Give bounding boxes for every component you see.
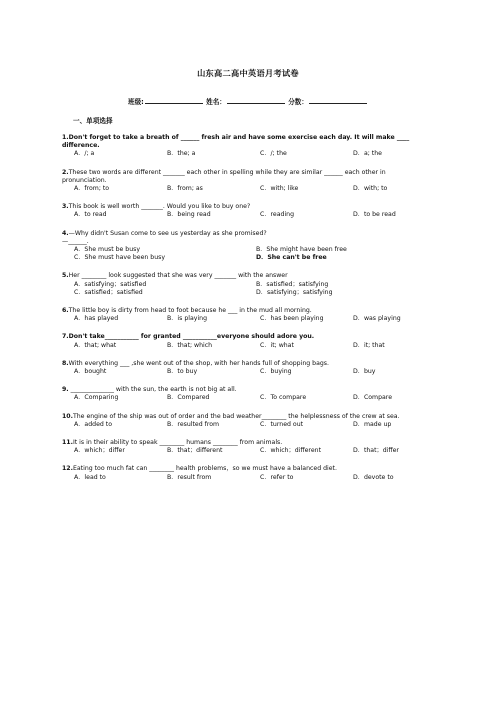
question-3 [62,203,434,219]
option-row [62,342,434,350]
option-a: A．She must be busy [74,246,141,254]
option-a: A．added to [74,420,112,428]
question-11 [62,439,434,455]
question-text: It is in their ability to speak ________ humans ________ from animals. [72,439,283,447]
question-12 [62,465,434,481]
option-c: C．refer to [260,473,294,481]
question-number: 1. [62,134,69,141]
option-c: C．buying [260,368,292,376]
option-b: B．result from [167,473,212,481]
option-a: A．/; a [74,150,95,158]
class-label: 班级: [128,98,144,106]
option-d: D．made up [353,420,392,428]
option-row [62,421,434,429]
option-b: B．being read [167,211,211,219]
question-text: Her ________ look suggested that she was very _______ with the answer [68,272,288,280]
question-number: 7. [62,333,69,341]
question-number: 10. [62,412,73,420]
option-d: D．that；differ [353,447,399,455]
option-c: C．which；different [260,447,321,455]
question-stem [62,307,434,315]
option-d: D．a; the [353,150,382,158]
option-b: B．the; a [167,150,196,158]
option-d: D．Compare [353,394,393,402]
question-2 [62,169,434,194]
question-text: Don't take___________ for granted ___________everyone should adore you. [68,333,315,341]
option-b: B．that；different [167,447,223,455]
option-c: C．turned out [260,420,304,428]
question-number: 9. [62,386,69,394]
score-label: 分数： [288,98,308,106]
question-text: This book is well worth _______. Would you like to buy one? [68,203,251,211]
section-heading: 一、单项选择 [73,117,113,125]
option-c: C．with; like [260,185,299,193]
option-c: C．reading [260,211,295,219]
option-c: C．She must have been busy [74,254,166,262]
question-stem [62,272,434,280]
option-d: D．it; that [353,341,385,349]
question-text-continued: —______. [62,237,89,245]
option-c: C．it; what [260,341,294,349]
question-stem [62,360,434,368]
question-number: 4. [62,229,69,237]
question-text: Don't forget to take a breath of ______ fresh air and have some exercise each day. It will make ____ difference. [62,134,410,150]
question-stem [62,465,434,473]
class-blank [145,96,203,104]
question-text: —Why didn't Susan come to see us yesterday as she promised? [68,229,267,237]
option-a: A．satisfying；satisfied [74,280,147,288]
question-5 [62,272,434,297]
option-c: C．has been playing [260,315,324,323]
question-text: The engine of the ship was out of order and the bad weather________ the helplessness of the crew at sea. [72,412,400,420]
name-label: 姓名： [206,98,226,106]
question-stem [62,413,434,421]
option-a: A．has played [74,315,119,323]
exam-title: 山东高二高中英语月考试卷 [197,68,299,78]
option-a: A．which；differ [74,447,125,455]
option-d: D．buy [353,368,376,376]
question-stem [62,439,434,447]
option-row [62,185,434,193]
question-number: 2. [62,168,69,176]
question-10 [62,413,434,429]
option-grid [62,281,434,297]
option-row [62,211,434,219]
option-row [62,447,434,455]
option-a: A．bought [74,368,107,376]
option-b: B．Compared [167,394,210,402]
question-stem [62,203,434,211]
option-b: B．that; which [167,341,213,349]
option-b: B．She might have been free [256,246,347,254]
question-4 [62,230,434,263]
question-stem [62,169,434,177]
question-text: ______________ with the sun, the earth is not big at all. [68,386,237,394]
name-blank [227,96,285,104]
option-d: D．was playing [353,315,401,323]
option-d: D．She can't be free [256,254,327,262]
question-9 [62,386,434,402]
question-text: These two words are different _______ each other in spelling while they are similar ______ each other in [68,168,386,176]
option-d: D．to be read [353,211,396,219]
question-text: Eating too much fat can ________ health problems，so we must have a balanced diet. [72,465,337,473]
question-number: 3. [62,203,69,211]
question-text-continued: pronunciation. [62,176,107,184]
question-7 [62,333,434,349]
option-a: A．to read [74,211,107,219]
option-b: B．is playing [167,315,208,323]
question-stem [62,386,434,394]
option-a: A．from; to [74,185,110,193]
option-row [62,474,434,482]
option-d: D．satisfying；satisfying [256,288,333,296]
question-number: 6. [62,307,69,315]
question-1 [62,134,434,159]
question-text: With everything ___ ,she went out of the shop, with her hands full of shopping bags. [68,359,329,367]
option-c: C．satisfied；satisfied [74,288,143,296]
option-b: B．to buy [167,368,198,376]
option-d: D．with; to [353,185,388,193]
option-a: A．lead to [74,473,106,481]
option-b: B．from; as [167,185,203,193]
option-row [62,368,434,376]
question-number: 11. [62,439,73,447]
option-row [62,394,434,402]
student-info-line [62,96,434,106]
question-8 [62,360,434,376]
question-stem [62,134,434,150]
option-row [62,315,434,323]
option-row [62,150,434,158]
option-b: B．resulted from [167,420,220,428]
option-d: D．devote to [353,473,394,481]
option-a: A．Comparing [74,394,119,402]
question-number: 5. [62,272,69,280]
question-text: The little boy is dirty from head to foot because he ___ in the mud all morning. [68,307,312,315]
option-grid [62,246,434,262]
question-number: 8. [62,359,69,367]
score-blank [309,96,367,104]
question-stem [62,333,434,341]
question-number: 12. [62,465,73,473]
option-c: C．/; the [260,150,287,158]
question-stem [62,230,434,238]
option-c: C．To compare [260,394,307,402]
option-a: A．that; what [74,341,117,349]
option-b: B．satisfied；satisfying [256,280,329,288]
question-6 [62,307,434,323]
